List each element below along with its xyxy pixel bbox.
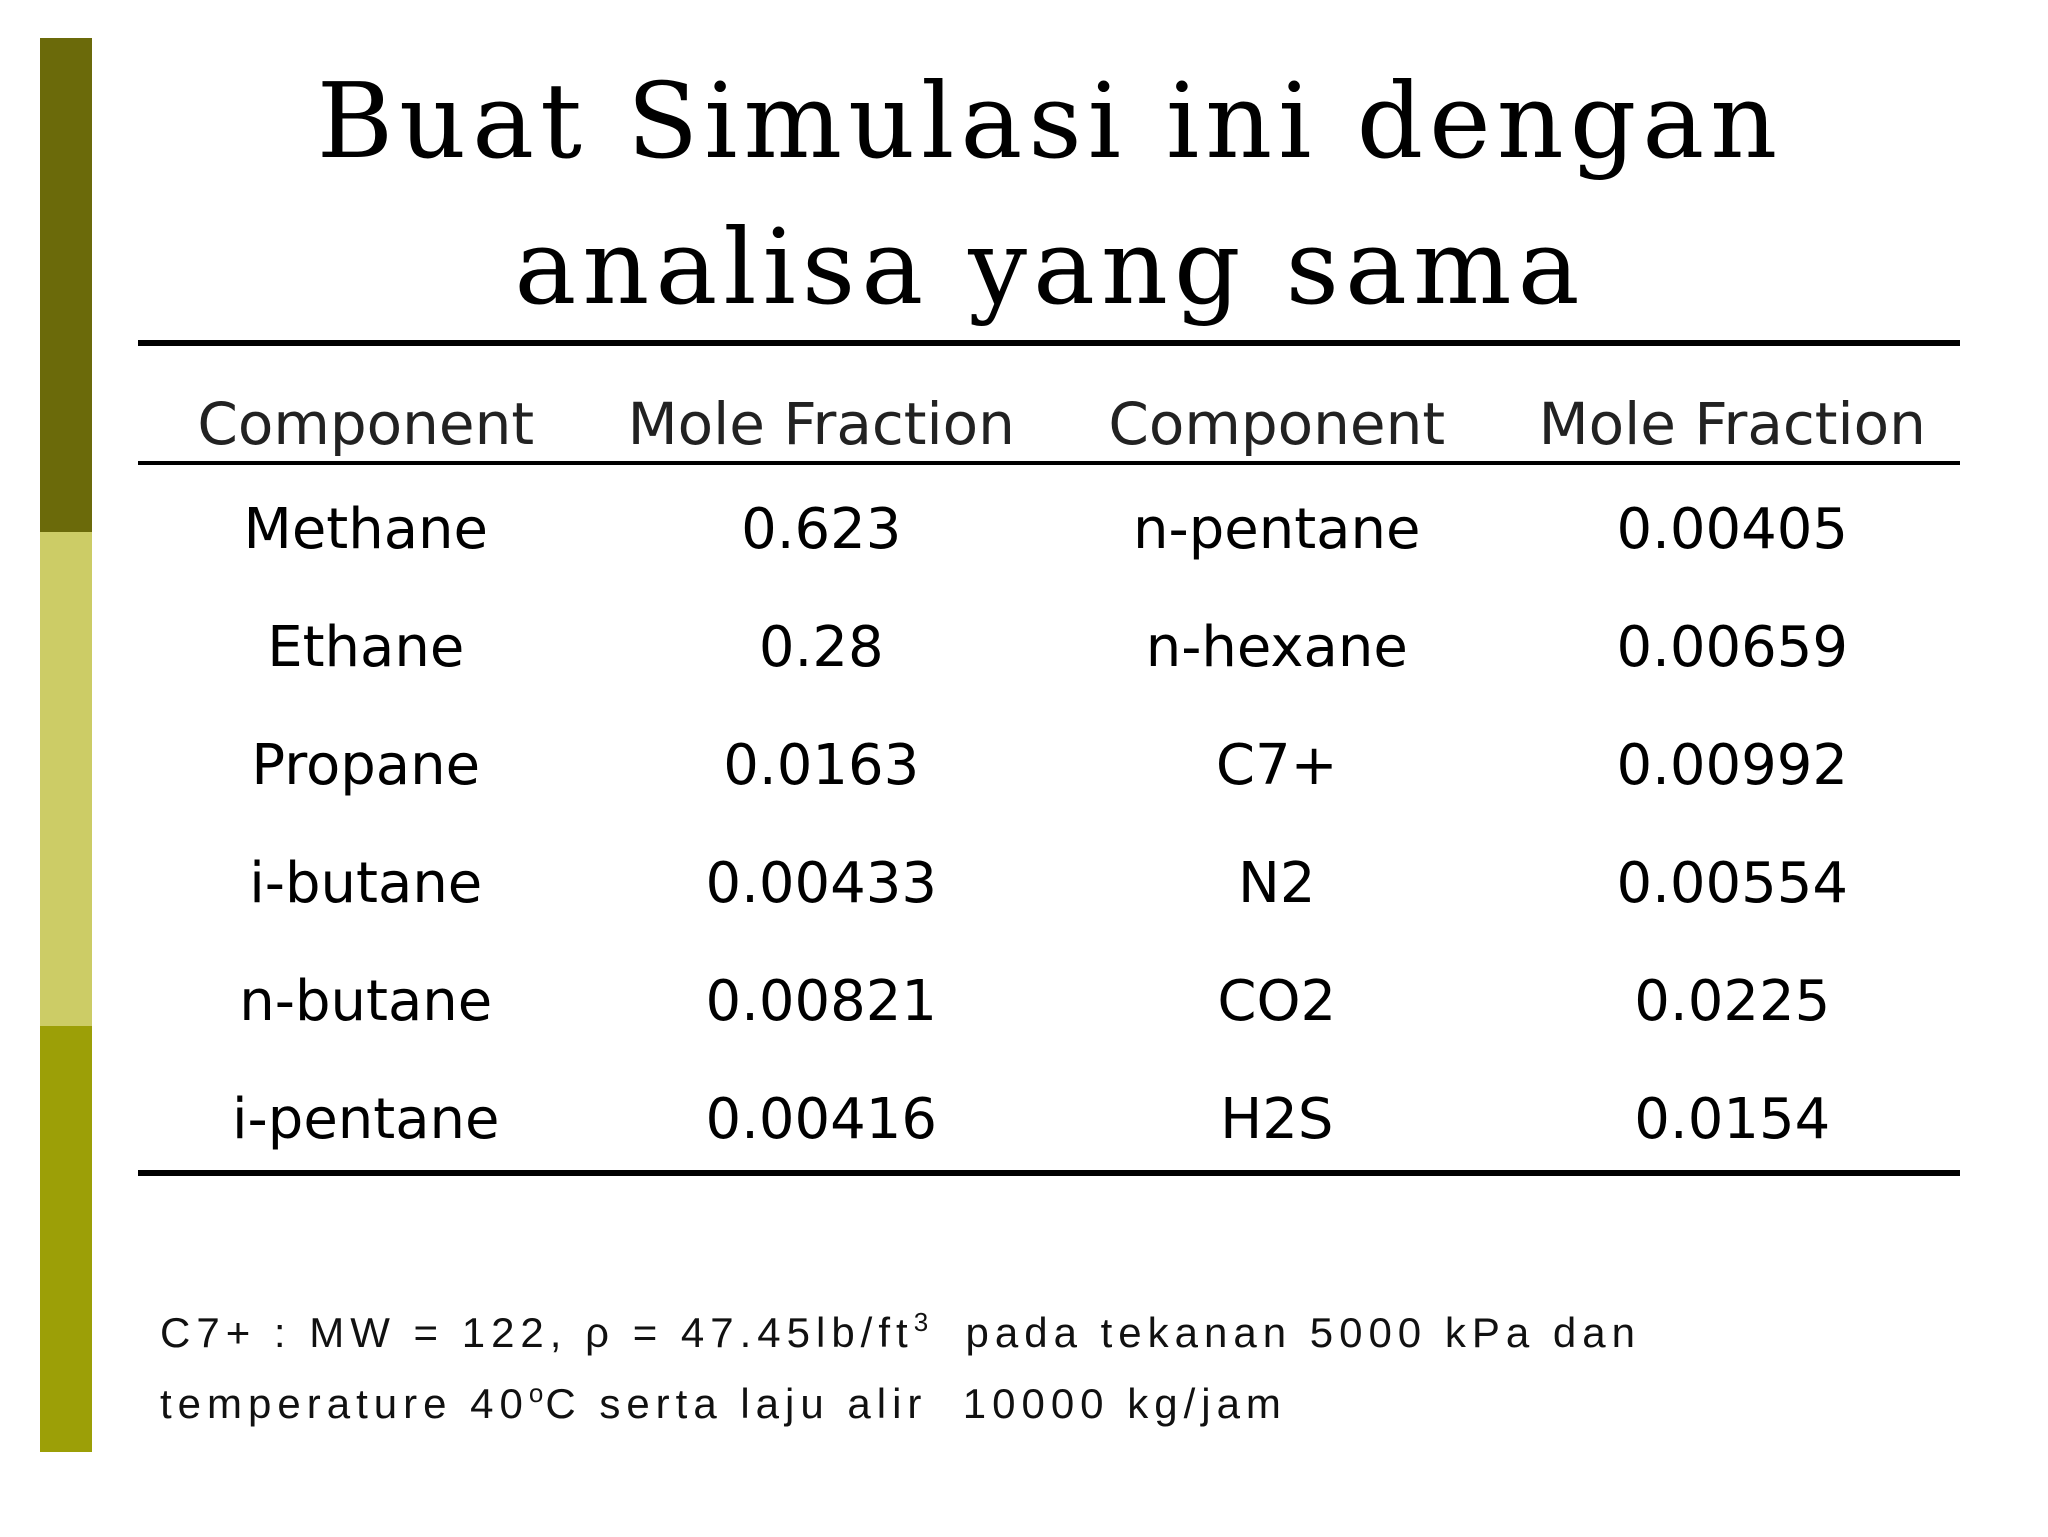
table-cell: CO2 <box>1217 969 1337 1034</box>
table-cell: 0.0154 <box>1634 1087 1831 1152</box>
table-cell: 0.00433 <box>705 851 938 916</box>
note-line-1 <box>160 1292 1960 1363</box>
table-header-rule <box>138 461 1960 465</box>
table-bottom-rule <box>138 1170 1960 1176</box>
table-body <box>138 490 1960 1198</box>
table-cell: 0.00821 <box>705 969 938 1034</box>
table-row <box>138 844 1960 962</box>
table-cell: 0.00416 <box>705 1087 938 1152</box>
header-mole-fraction-2: Mole Fraction <box>1538 390 1926 458</box>
note-superscript: 3 <box>913 1307 931 1337</box>
note-text: C7+ : MW = 122, ρ = 47.45lb/ft <box>160 1309 914 1356</box>
table-cell: 0.00405 <box>1616 497 1849 562</box>
table-cell: Ethane <box>267 615 465 680</box>
accent-bar-top <box>40 38 92 532</box>
table-cell: i-butane <box>249 851 483 916</box>
header-mole-fraction-1: Mole Fraction <box>627 390 1015 458</box>
table-cell: 0.00554 <box>1616 851 1849 916</box>
c7-properties-note <box>160 1292 1960 1434</box>
accent-bar-bottom <box>40 1026 92 1452</box>
table-top-rule <box>138 340 1960 346</box>
table-cell: 0.28 <box>758 615 884 680</box>
header-component-2: Component <box>1108 390 1446 458</box>
table-cell: 0.0225 <box>1634 969 1831 1034</box>
table-cell: Propane <box>251 733 481 798</box>
title-line-2: analisa yang sama <box>514 206 1586 328</box>
table-cell: 0.00659 <box>1616 615 1849 680</box>
title-line-1: Buat Simulasi ini dengan <box>316 60 1784 182</box>
table-cell: i-pentane <box>232 1087 500 1152</box>
table-row <box>138 608 1960 726</box>
table-cell: 0.00992 <box>1616 733 1849 798</box>
slide-title <box>140 48 1960 340</box>
accent-bar-middle <box>40 532 92 1026</box>
table-cell: N2 <box>1237 851 1316 916</box>
note-superscript: o <box>528 1378 546 1408</box>
note-line-2 <box>160 1363 1960 1434</box>
table-cell: C7+ <box>1215 733 1338 798</box>
header-component-1: Component <box>197 390 535 458</box>
table-row <box>138 490 1960 608</box>
note-text: temperature 40 <box>160 1380 529 1427</box>
table-row <box>138 726 1960 844</box>
table-row <box>138 962 1960 1080</box>
table-row <box>138 1080 1960 1198</box>
table-cell: Methane <box>243 497 488 562</box>
note-text: C serta laju alir 10000 kg/jam <box>545 1380 1287 1427</box>
table-cell: n-butane <box>239 969 493 1034</box>
table-cell: n-hexane <box>1145 615 1408 680</box>
table-header-row <box>138 388 1960 460</box>
note-text: pada tekanan 5000 kPa dan <box>930 1309 1641 1356</box>
table-cell: 0.0163 <box>723 733 920 798</box>
table-cell: n-pentane <box>1133 497 1421 562</box>
table-cell: 0.623 <box>741 497 902 562</box>
table-cell: H2S <box>1220 1087 1334 1152</box>
